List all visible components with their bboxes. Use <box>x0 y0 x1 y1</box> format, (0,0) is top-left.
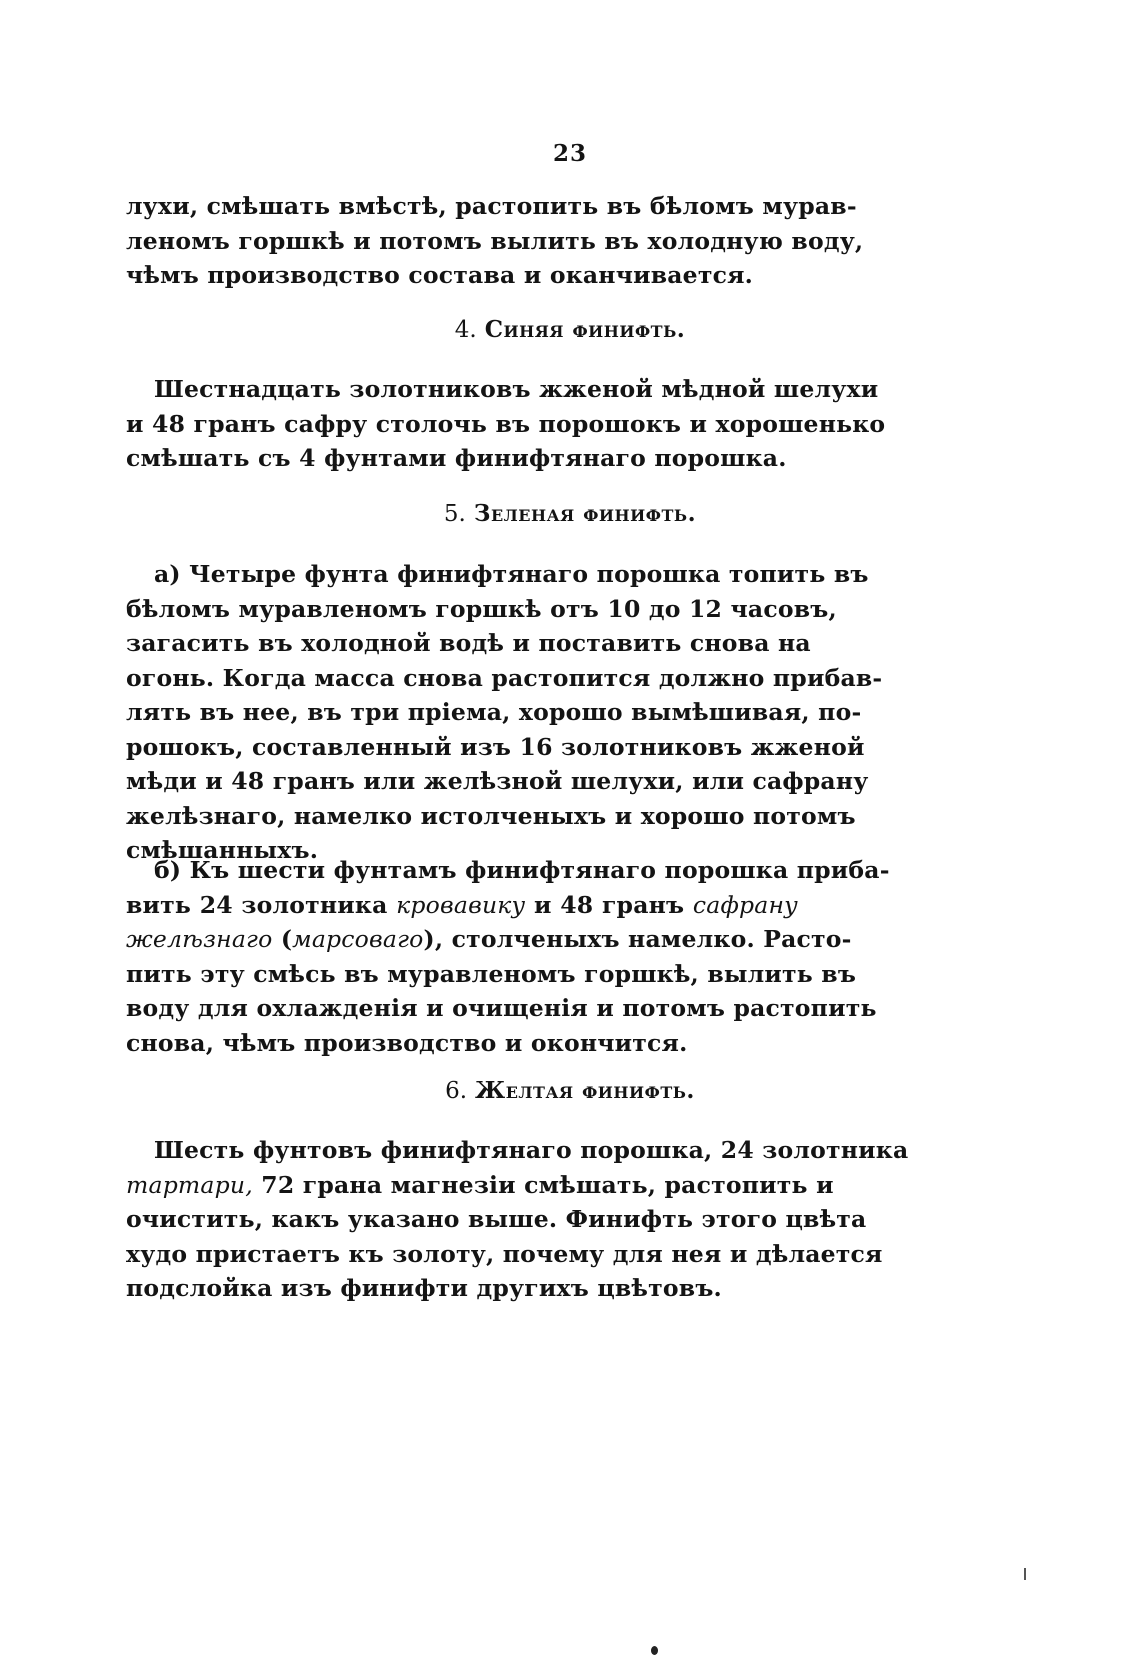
heading-title: Желтая финифть. <box>475 1077 695 1104</box>
text-line: пить эту смѣсь въ муравленомъ горшкѣ, вылить въ <box>126 959 857 988</box>
text-line: огонь. Когда масса снова растопится должно прибав- <box>126 663 883 692</box>
text-line: смѣшать съ 4 фунтами финифтянаго порошка. <box>126 444 787 472</box>
text-line: Шесть фунтовъ финифтянаго порошка, 24 золотника <box>154 1136 909 1164</box>
section-5-heading <box>0 500 1140 527</box>
text-fragment: ( <box>272 925 293 953</box>
text-line: лять въ нее, въ три пріема, хорошо вымѣшивая, по- <box>126 698 862 726</box>
text-line: воду для охлажденія и очищенія и потомъ растопить <box>126 994 877 1022</box>
italic-term: сафрану <box>692 890 799 919</box>
text-fragment: вить 24 золотника <box>126 890 397 919</box>
text-line: очистить, какъ указано выше. Финифть этого цвѣта <box>126 1205 867 1233</box>
heading-number: 4. <box>454 317 477 343</box>
scan-speck <box>1024 1568 1026 1580</box>
section-6-heading <box>0 1077 1140 1104</box>
text-line: желѣзнаго, намелко истолченыхъ и хорошо потомъ <box>126 801 856 830</box>
text-line: лухи, смѣшать вмѣстѣ, растопить въ бѣломъ мурав- <box>126 192 857 220</box>
text-line <box>126 1168 834 1203</box>
section-5-part-b <box>126 853 890 1060</box>
section-4-heading <box>0 316 1140 343</box>
text-line: а) Четыре фунта финифтянаго порошка топить въ <box>154 560 869 588</box>
text-line: чѣмъ производство состава и оканчивается. <box>126 261 754 289</box>
text-line: снова, чѣмъ производство и окончится. <box>126 1028 688 1057</box>
heading-number: 5. <box>443 501 466 527</box>
section-4-paragraph <box>126 372 886 476</box>
scan-speck <box>651 1646 658 1655</box>
text-line: смѣшанныхъ. <box>126 836 319 864</box>
section-5-part-a <box>126 557 883 868</box>
text-fragment: и 48 гранъ <box>525 890 693 919</box>
heading-number: 6. <box>445 1078 468 1104</box>
text-line: рошокъ, составленный изъ 16 золотниковъ жженой <box>126 732 865 761</box>
continuation-paragraph <box>126 189 864 293</box>
text-line <box>126 888 798 923</box>
heading-title: Зеленая финифть. <box>473 500 697 527</box>
italic-term: марсоваго <box>292 925 424 953</box>
text-line <box>126 922 852 957</box>
section-6-paragraph <box>126 1133 909 1306</box>
italic-term: кровавику <box>396 890 526 919</box>
text-line: бѣломъ муравленомъ горшкѣ отъ 10 до 12 часовъ, <box>126 594 837 623</box>
text-line: Шестнадцать золотниковъ жженой мѣдной шелухи <box>154 375 879 403</box>
heading-title: Синяя финифть. <box>484 316 686 343</box>
text-line: леномъ горшкѣ и потомъ вылить въ холодную воду, <box>126 226 864 255</box>
text-line: и 48 гранъ сафру столочь въ порошокъ и хорошенько <box>126 409 886 438</box>
text-line: б) Къ шести фунтамъ финифтянаго порошка приба- <box>154 856 890 884</box>
text-fragment: 72 грана магнезіи смѣшать, растопить и <box>252 1170 834 1199</box>
text-line: загасить въ холодной водѣ и поставить снова на <box>126 629 811 657</box>
italic-term: тартари, <box>126 1170 253 1199</box>
text-fragment: ), столченыхъ намелко. Расто- <box>423 925 852 953</box>
italic-term: желѣзнаго <box>126 925 273 953</box>
text-line: подслойка изъ финифти другихъ цвѣтовъ. <box>126 1274 722 1302</box>
text-line: худо пристаетъ къ золоту, почему для нея и дѣлается <box>126 1239 883 1268</box>
text-line: мѣди и 48 гранъ или желѣзной шелухи, или сафрану <box>126 767 869 795</box>
page-number: 23 <box>552 140 587 167</box>
